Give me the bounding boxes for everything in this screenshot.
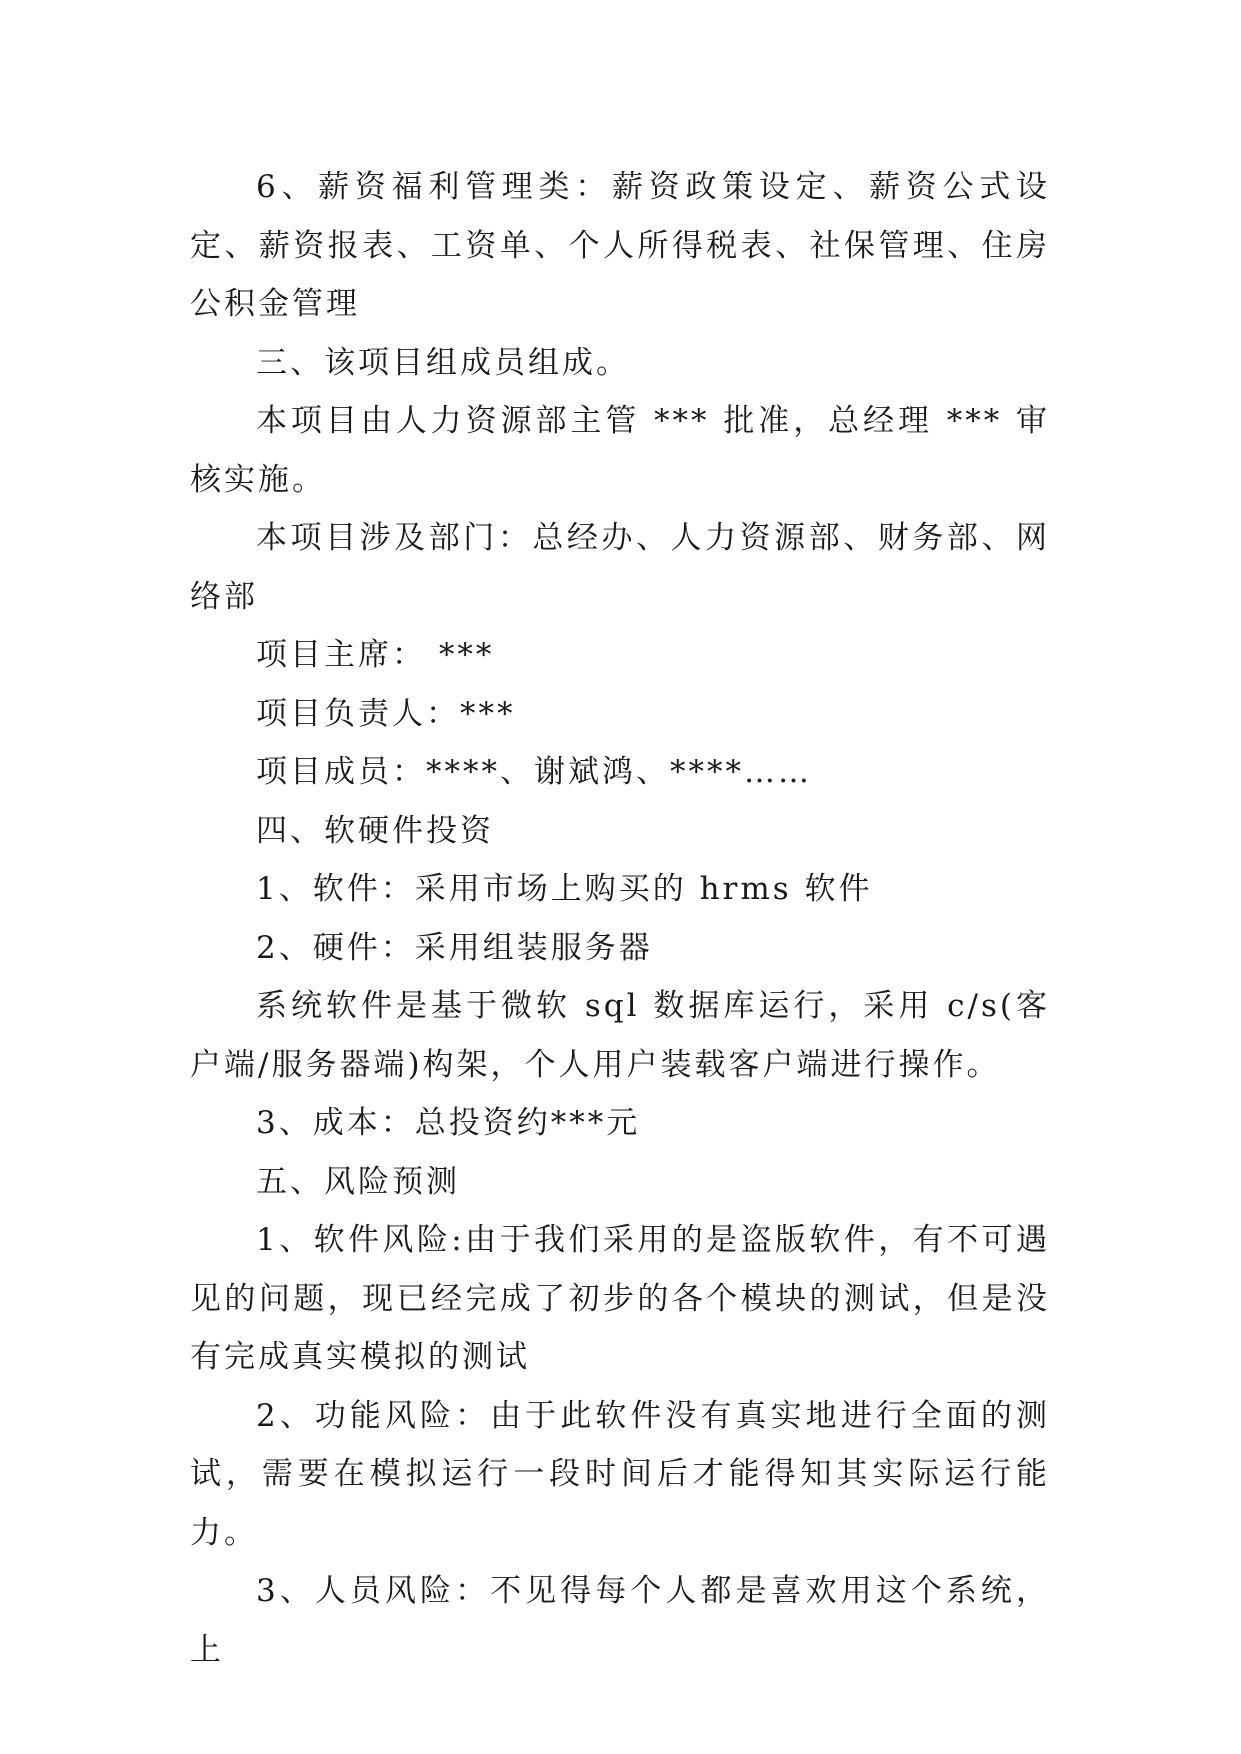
paragraph-hardware: 2、硬件：采用组装服务器	[256, 929, 653, 966]
paragraph-project-members: 项目成员：****、谢斌鸿、****……	[256, 754, 812, 790]
paragraph-function-risk: 2、功能风险：由于此软件没有真实地进行全面的测试，需要在模拟运行一段时间后才能得知其实际运行能力。	[190, 1397, 1050, 1551]
paragraph-project-lead: 项目负责人：***	[256, 695, 516, 732]
paragraph-personnel-risk: 3、人员风险：不见得每个人都是喜欢用这个系统，上	[190, 1573, 1050, 1668]
paragraph-project-chair: 项目主席： ***	[256, 637, 495, 673]
paragraph-system-architecture: 系统软件是基于微软 sql 数据库运行，采用 c/s(客户端/服务器端)构架，个人用户装载客户端进行操作。	[190, 988, 1050, 1083]
paragraph-software: 1、软件：采用市场上购买的 hrms 软件	[256, 871, 873, 907]
paragraph-salary-benefits: 6、薪资福利管理类：薪资政策设定、薪资公式设定、薪资报表、工资单、个人所得税表、社保管理、住房公积金管理	[190, 169, 1050, 322]
document-body	[190, 158, 1050, 1679]
heading-risk-forecast: 五、风险预测	[256, 1163, 460, 1200]
paragraph-departments: 本项目涉及部门：总经办、人力资源部、财务部、网络部	[190, 520, 1050, 615]
heading-investment: 四、软硬件投资	[256, 812, 494, 849]
paragraph-approval: 本项目由人力资源部主管 *** 批准，总经理 *** 审核实施。	[190, 403, 1050, 498]
paragraph-cost: 3、成本：总投资约***元	[256, 1105, 641, 1141]
paragraph-software-risk: 1、软件风险:由于我们采用的是盗版软件，有不可遇见的问题，现已经完成了初步的各个模块的测试，但是没有完成真实模拟的测试	[190, 1222, 1050, 1375]
heading-project-team: 三、该项目组成员组成。	[256, 344, 630, 381]
